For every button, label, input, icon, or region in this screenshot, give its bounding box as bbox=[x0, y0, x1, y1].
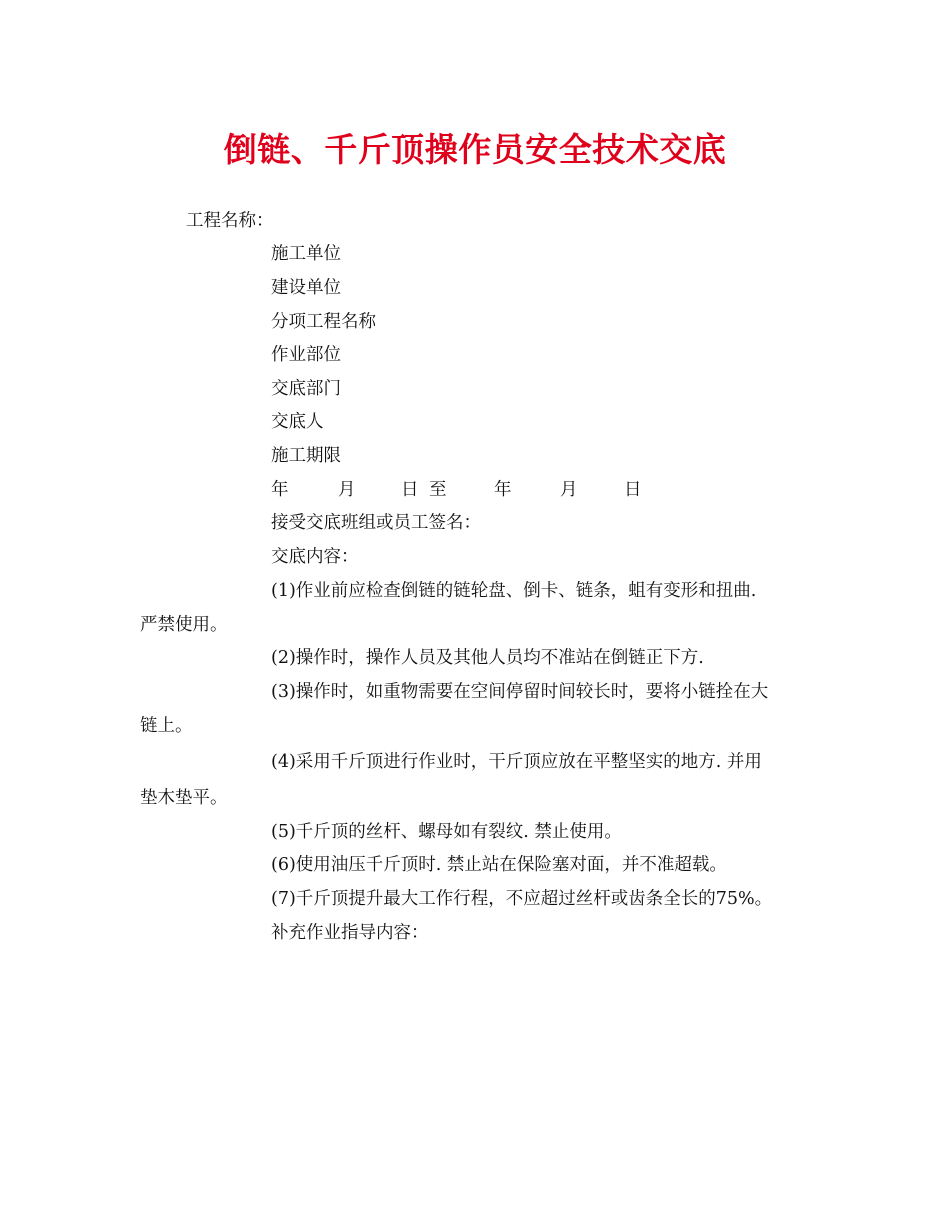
field-owner-unit: 建设单位 bbox=[271, 278, 341, 298]
date-month-end: 月 bbox=[560, 480, 578, 500]
field-subproject-name: 分项工程名称 bbox=[271, 312, 376, 332]
item-6-line1: (6)使用油压千斤顶时. 禁止站在保险塞对面，并不准超载。 bbox=[271, 855, 727, 875]
item-7-line1: (7)千斤顶提升最大工作行程，不应超过丝杆或齿条全长的75%。 bbox=[271, 889, 773, 909]
field-work-location: 作业部位 bbox=[271, 345, 341, 365]
item-4-line2: 垫木垫平。 bbox=[140, 788, 228, 808]
item-4-line1: (4)采用千斤顶进行作业时，干斤顶应放在平整坚实的地方. 并用 bbox=[271, 752, 762, 772]
field-briefing-person: 交底人 bbox=[271, 412, 324, 432]
date-day-start: 日 bbox=[401, 480, 419, 500]
date-year-end: 年 bbox=[494, 480, 512, 500]
item-3-line2: 链上。 bbox=[140, 716, 193, 736]
document-title: 倒链、千斤顶操作员安全技术交底 bbox=[223, 130, 727, 169]
project-name-label: 工程名称： bbox=[186, 211, 274, 231]
item-1-line1: (1)作业前应检查倒链的链轮盘、倒卡、链条，蛆有变形和扭曲. bbox=[271, 581, 757, 601]
date-year-start: 年 bbox=[271, 480, 289, 500]
content-label: 交底内容： bbox=[271, 547, 359, 567]
item-1-line2: 严禁使用。 bbox=[140, 615, 228, 635]
field-construction-period: 施工期限 bbox=[271, 446, 341, 466]
item-2-line1: (2)操作时，操作人员及其他人员均不准站在倒链正下方. bbox=[271, 648, 704, 668]
item-3-line1: (3)操作时，如重物需要在空间停留时间较长时，要将小链拴在大 bbox=[271, 682, 769, 702]
item-5-line1: (5)千斤顶的丝杆、螺母如有裂纹. 禁止使用。 bbox=[271, 822, 622, 842]
signature-label: 接受交底班组或员工签名： bbox=[271, 513, 481, 533]
supplement-label: 补充作业指导内容： bbox=[271, 923, 429, 943]
date-day-end: 日 bbox=[624, 480, 642, 500]
field-briefing-dept: 交底部门 bbox=[271, 379, 341, 399]
date-to: 至 bbox=[429, 480, 447, 500]
date-month-start: 月 bbox=[338, 480, 356, 500]
field-construction-unit: 施工单位 bbox=[271, 244, 341, 264]
